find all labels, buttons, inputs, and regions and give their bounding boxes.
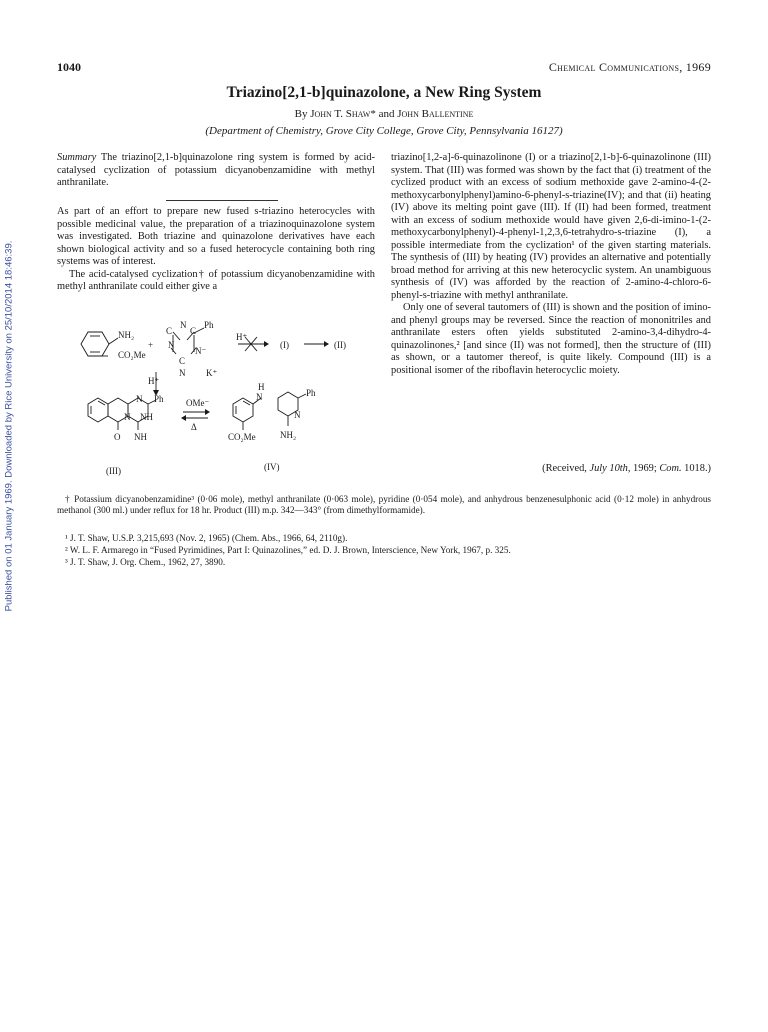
scheme-label-c: C xyxy=(190,326,197,336)
summary-label: Summary xyxy=(57,152,97,163)
left-column-body xyxy=(57,206,375,294)
scheme-label-n: N xyxy=(294,410,301,420)
page-number: 1040 xyxy=(57,60,81,74)
scheme-label-ph: Ph xyxy=(154,394,164,404)
scheme-label-n: N xyxy=(136,394,143,404)
scheme-label-plus: + xyxy=(148,340,154,350)
scheme-label-c: C xyxy=(179,356,186,366)
scheme-label-n: N xyxy=(168,340,175,350)
article-title: Triazino[2,1-b]quinazolone, a New Ring System xyxy=(226,84,542,101)
reference-1: ¹ J. T. Shaw, U.S.P. 3,215,693 (Nov. 2, 1965) (Chem. Abs., 1966, 64, 2110g). xyxy=(65,533,348,543)
paragraph: As part of an effort to prepare new fused s-triazino heterocycles with possible medicinal value, the preparation of a triazinoquinazolone system was investigated. Both triazine and quinazolone derivatives have each shown biological activity and so a fused heterocycle containing both ring systems was of interest. xyxy=(57,206,375,267)
scheme-label-ph: Ph xyxy=(306,388,316,398)
paragraph: The acid-catalysed cyclization† of potassium dicyanobenzamidine with methyl anthranilate could either give a xyxy=(57,268,375,292)
scheme-label-n: N xyxy=(180,320,187,330)
download-watermark-text: Published on 01 January 1969. Downloaded by Rice University on 25/10/2014 18:46:39. xyxy=(3,240,15,612)
journal-name: Chemical Communications, 1969 xyxy=(548,60,711,74)
summary-block xyxy=(57,152,375,190)
scheme-label-n: N xyxy=(124,412,131,422)
reaction-scheme xyxy=(68,318,380,480)
compound-label-iv: (IV) xyxy=(264,462,280,472)
running-header xyxy=(57,60,711,76)
scheme-label-n-minus: N⁻ xyxy=(195,346,207,356)
byline xyxy=(57,108,711,120)
summary-divider xyxy=(166,200,278,201)
scheme-label-co2me: CO₂Me xyxy=(228,432,256,442)
scheme-label-nh2: NH₂ xyxy=(118,330,135,340)
scheme-label-h-plus: H⁺ xyxy=(148,376,160,386)
scheme-label-co2me: CO₂Me xyxy=(118,350,146,360)
scheme-label-delta: Δ xyxy=(191,422,197,432)
received-prefix: (Received, xyxy=(542,463,590,474)
compound-label-iii: (III) xyxy=(106,466,121,476)
received-com: Com. xyxy=(659,463,682,474)
summary-text: The triazino[2,1-b]quinazolone ring system is formed by acid-catalysed cyclization of potassium dicyanobenzamidine with methyl anthranilate. xyxy=(57,152,375,188)
scheme-label-nh: NH xyxy=(134,432,147,442)
scheme-label-o: O xyxy=(114,432,121,442)
paragraph: triazino[1,2-a]-6-quinazolinone (I) or a triazino[2,1-b]-6-quinazolinone (III) system. That (III) was formed was shown by the fact that (i) treatment of the cyclized product with an excess of sodium methoxide gave 2-amino-4-(2-methoxycarbonylphenyl)amino-6-phenyl-s-triazine(IV); and that (ii) heating (IV) above its melting point gave (III). If (II) had been formed, treatment with an excess of sodium methoxide would have given 2,6-di-imino-1-(2-methoxycarbonylphenyl)-4-phenyl-1,2,3,6-tetrahydro-s-triazine (I), a possible intermediate from the cyclization¹ of the given starting materials. The synthesis of (III) by heating (IV) provides an alternative and potentially broad method for arriving at this new heterocyclic system. An unambiguous synthesis of (IV) was afforded by the reaction of 2-amino-4-chloro-6-phenyl-s-triazine with methyl anthranilate. xyxy=(391,152,711,301)
reference-2: ² W. L. F. Armarego in “Fused Pyrimidines, Part I: Quinazolines,” ed. D. J. Brown, Interscience, New York, 1967, p. 325. xyxy=(65,545,511,555)
compound-label-ii: (II) xyxy=(334,340,346,350)
scheme-label-nh: NH xyxy=(140,412,153,422)
scheme-label-h-plus: H⁺ xyxy=(236,332,248,342)
scheme-label-ome: OMe⁻ xyxy=(186,398,210,408)
byline-and: and xyxy=(378,108,395,120)
received-year: , 1969; xyxy=(627,463,660,474)
compound-label-i: (I) xyxy=(280,340,289,350)
paragraph: Only one of several tautomers of (III) is shown and the position of imino- and phenyl groups may be reversed. Since the reaction of mononitriles and anthranilate esters often yields substituted 2-amino-3,4-dihydro-4-quinazolinones,² [and since (II) was not formed], then the structure of (III) as shown, or a tautomer thereof, is quite likely. Compound (III) is a positional isomer of the riboflavin heterocyclic moiety. xyxy=(391,302,711,376)
byline-prefix: By xyxy=(294,108,308,120)
received-date: July 10th xyxy=(589,463,628,474)
author-1: John T. Shaw* xyxy=(310,108,376,120)
affiliation: (Department of Chemistry, Grove City College, Grove City, Pennsylvania 16127) xyxy=(205,125,563,137)
scheme-label-ph: Ph xyxy=(204,320,214,330)
download-watermark xyxy=(2,232,16,620)
scheme-label-k-plus: K⁺ xyxy=(206,368,218,378)
scheme-label-n: N xyxy=(256,392,263,402)
footnote-main: † Potassium dicyanobenzamidine³ (0·06 mole), methyl anthranilate (0·063 mole), pyridine (0·054 mole), and anhydrous benzenesulphonic acid (0·12 mole) in anhydrous methanol (300 ml.) under reflux for 18 hr. Product (III) m.p. 342—343° (from dimethylformamide). xyxy=(57,494,711,516)
scheme-label-n: N xyxy=(179,368,186,378)
scheme-label-c: C xyxy=(166,326,173,336)
scheme-label-h: H xyxy=(258,382,265,392)
scheme-label-nh2: NH₂ xyxy=(280,430,297,440)
author-2: John Ballentine xyxy=(397,108,474,120)
right-column-body xyxy=(391,152,711,377)
reference-3: ³ J. T. Shaw, J. Org. Chem., 1962, 27, 3890. xyxy=(65,557,226,567)
received-line xyxy=(391,463,711,474)
received-number: 1018.) xyxy=(681,463,711,474)
